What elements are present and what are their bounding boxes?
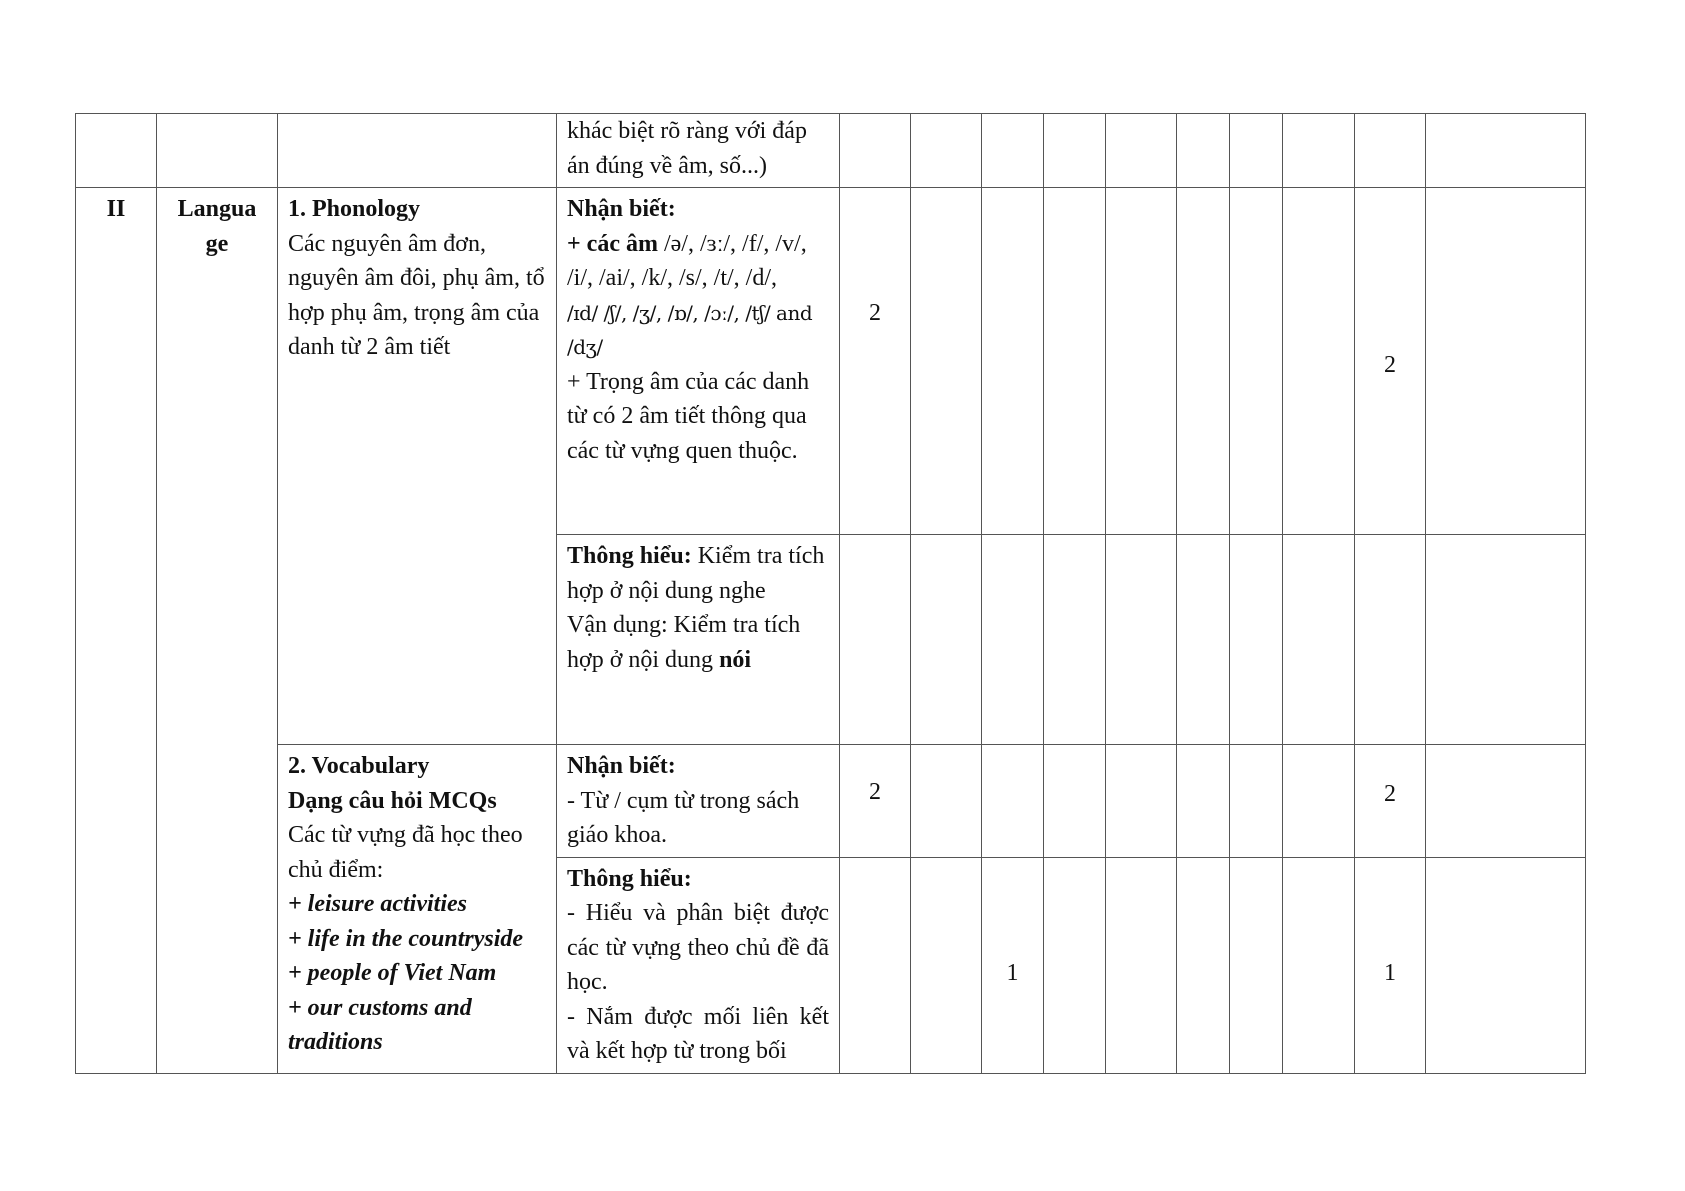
cell-count bbox=[1177, 188, 1230, 535]
table-row bbox=[76, 114, 1586, 188]
cell-count bbox=[1230, 535, 1283, 745]
cell-count bbox=[1177, 535, 1230, 745]
cell-requirement bbox=[557, 188, 840, 535]
cell-count bbox=[1283, 857, 1355, 1073]
count-value: 2 bbox=[869, 779, 881, 805]
topic-title: 1. Phonology bbox=[288, 196, 421, 222]
sounds-line bbox=[567, 227, 829, 296]
skill-name-part2: ge bbox=[205, 230, 229, 257]
application-bold: nói bbox=[719, 646, 752, 673]
cell-count bbox=[840, 114, 911, 188]
cell-count-recognition bbox=[840, 188, 911, 535]
cell-count bbox=[1355, 535, 1426, 745]
requirement-text: - Nắm được mối liên kết và kết hợp từ trong bối bbox=[567, 1003, 829, 1064]
level-label: Nhận biết: bbox=[567, 196, 676, 222]
cell-count bbox=[1355, 114, 1426, 188]
comprehension-text: Kiểm tra tích hợp ở nội dung nghe bbox=[567, 543, 825, 604]
cell-skill bbox=[157, 114, 278, 188]
section-number: II bbox=[106, 196, 126, 222]
topic-item: + life in the countryside bbox=[288, 925, 524, 952]
level-label: Thông hiểu: bbox=[567, 543, 692, 569]
count-value: 2 bbox=[869, 300, 881, 326]
cell-count bbox=[982, 188, 1044, 535]
cell-count bbox=[1044, 745, 1106, 858]
count-value: 2 bbox=[1384, 352, 1396, 378]
cell-count bbox=[1426, 535, 1586, 745]
skill-name-part1: Langua bbox=[177, 196, 257, 222]
requirement-text: - Hiểu và phân biệt được các từ vựng theo chủ đề đã học. bbox=[567, 900, 829, 995]
table-row bbox=[76, 745, 1586, 858]
cell-count bbox=[1177, 745, 1230, 858]
cell-count bbox=[1044, 188, 1106, 535]
cell-count bbox=[982, 745, 1044, 858]
topic-item: + our customs and traditions bbox=[288, 994, 472, 1055]
cell-count bbox=[840, 857, 911, 1073]
cell-count bbox=[1230, 745, 1283, 858]
cell-count bbox=[840, 535, 911, 745]
cell-count bbox=[1426, 857, 1586, 1073]
cell-count bbox=[1106, 114, 1177, 188]
cell-count bbox=[911, 857, 982, 1073]
cell-count-total bbox=[1355, 745, 1426, 858]
cell-count bbox=[1426, 114, 1586, 188]
cell-count bbox=[1044, 114, 1106, 188]
cell-count bbox=[1283, 535, 1355, 745]
cell-count bbox=[1177, 114, 1230, 188]
cell-count bbox=[1230, 188, 1283, 535]
count-value: 2 bbox=[1384, 781, 1396, 807]
cell-topic bbox=[278, 188, 557, 745]
cell-no bbox=[76, 188, 157, 1074]
stress-requirement: + Trọng âm của các danh từ có 2 âm tiết thông qua các từ vựng quen thuộc. bbox=[567, 368, 810, 464]
topic-item: + leisure activities bbox=[288, 891, 467, 917]
cell-count bbox=[1426, 188, 1586, 535]
topic-item: + people of Viet Nam bbox=[288, 960, 497, 986]
cell-count bbox=[911, 188, 982, 535]
cell-count bbox=[1426, 745, 1586, 858]
requirement-text: - Từ / cụm từ trong sách giáo khoa. bbox=[567, 787, 800, 848]
cell-requirement bbox=[557, 745, 840, 858]
application-line bbox=[567, 608, 829, 677]
application-text: Vận dụng: Kiểm tra tích hợp ở nội dung bbox=[567, 612, 801, 673]
cell-count bbox=[1044, 857, 1106, 1073]
sounds-prefix: + các âm bbox=[567, 230, 658, 257]
cell-count bbox=[1177, 857, 1230, 1073]
cell-skill bbox=[157, 188, 278, 1074]
cell-topic bbox=[278, 745, 557, 1074]
cell-count bbox=[982, 535, 1044, 745]
cell-count bbox=[1283, 188, 1355, 535]
exam-matrix-table bbox=[75, 113, 1586, 1074]
topic-description: Các nguyên âm đơn, nguyên âm đôi, phụ âm, tổ hợp phụ âm, trọng âm của danh từ 2 âm tiết bbox=[288, 230, 545, 360]
cell-count bbox=[1230, 114, 1283, 188]
topic-title: 2. Vocabulary bbox=[288, 753, 430, 779]
cell-count bbox=[1283, 114, 1355, 188]
cell-count bbox=[1106, 188, 1177, 535]
cell-count-total bbox=[1355, 188, 1426, 535]
cell-count bbox=[1106, 745, 1177, 858]
cell-count bbox=[1106, 857, 1177, 1073]
topic-subtitle: Dạng câu hỏi MCQs bbox=[288, 787, 497, 814]
level-label: Thông hiểu: bbox=[567, 865, 692, 892]
cell-count bbox=[1106, 535, 1177, 745]
cell-count-recognition bbox=[840, 745, 911, 858]
cell-requirement bbox=[557, 535, 840, 745]
cell-count bbox=[1283, 745, 1355, 858]
cell-count-comprehension bbox=[982, 857, 1044, 1073]
cell-no bbox=[76, 114, 157, 188]
cell-count bbox=[1230, 857, 1283, 1073]
table-row bbox=[76, 188, 1586, 535]
cell-count bbox=[911, 535, 982, 745]
count-value: 1 bbox=[1384, 959, 1396, 986]
cell-topic bbox=[278, 114, 557, 188]
sounds-list-extra: /ɪd/ /ʃ/, /ʒ/, /ɒ/, /ɔː/, /tʃ/ and /dʒ/ bbox=[567, 300, 813, 359]
cell-count bbox=[911, 114, 982, 188]
count-value: 1 bbox=[1006, 959, 1019, 986]
comprehension-line bbox=[567, 539, 829, 608]
cell-count bbox=[982, 114, 1044, 188]
cell-count-total bbox=[1355, 857, 1426, 1073]
level-label: Nhận biết: bbox=[567, 753, 676, 779]
topic-description: Các từ vựng đã học theo chủ điểm: bbox=[288, 822, 523, 883]
requirement-text: khác biệt rõ ràng với đáp án đúng về âm, số...) bbox=[567, 118, 807, 179]
cell-requirement bbox=[557, 857, 840, 1073]
cell-requirement bbox=[557, 114, 840, 188]
cell-count bbox=[911, 745, 982, 858]
sounds-list: /ə/, /ɜː/, /f/, /v/, /i/, /ai/, /k/, /s/, /t/, /d/, bbox=[567, 230, 807, 291]
cell-count bbox=[1044, 535, 1106, 745]
